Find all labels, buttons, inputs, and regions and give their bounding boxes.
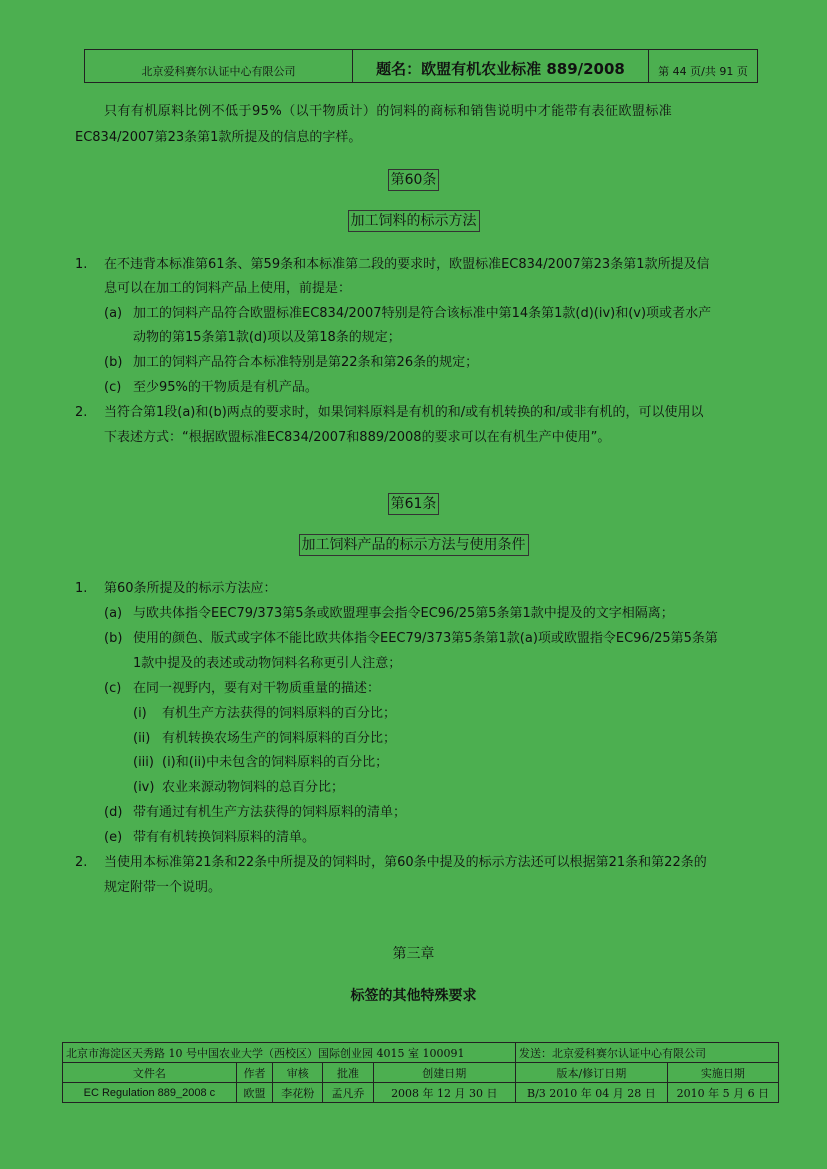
art61-d-label: (d) — [104, 805, 123, 820]
article-61-number: 第61条 — [390, 496, 437, 512]
art61-b-line1: 使用的颜色、版式或字体不能比欧共体指令EEC79/373第5条第1款(a)项或欧盟指令EC96/25第5条第 — [133, 631, 718, 646]
art61-p1-num: 1. — [75, 581, 88, 596]
art61-c: 在同一视野内，要有对干物质重量的描述： — [133, 681, 381, 696]
art60-a-line1: 加工的饲料产品符合欧盟标准EC834/2007特别是符合该标准中第14条第1款(d)(iv)和(v)项或者水产 — [133, 306, 712, 321]
footer-header-row — [63, 1063, 779, 1083]
intro-line-2: EC834/2007第23条第1款所提及的信息的字样。 — [75, 130, 362, 145]
footer-value-cell: 孟凡乔 — [323, 1083, 373, 1103]
chapter-number: 第三章 — [392, 946, 435, 962]
footer-value-cell: B/3 2010 年 04 月 28 日 — [516, 1083, 668, 1103]
header-page-number: 第 44 页/共 91 页 — [658, 65, 748, 78]
footer-header-cell: 文件名 — [63, 1063, 237, 1083]
art60-p1-num: 1. — [75, 257, 88, 272]
footer-value-cell: 欧盟 — [236, 1083, 272, 1103]
footer-value-cell: 李花粉 — [273, 1083, 323, 1103]
footer-header-cell: 创建日期 — [373, 1063, 515, 1083]
footer-value-row — [63, 1083, 779, 1103]
chapter-title: 标签的其他特殊要求 — [350, 988, 477, 1004]
art60-p2-num: 2. — [75, 405, 88, 420]
art61-a: 与欧共体指令EEC79/373第5条或欧盟理事会指令EC96/25第5条第1款中提及的文字相隔离； — [133, 606, 674, 621]
art61-e-label: (e) — [104, 830, 123, 845]
art60-p2-line1: 当符合第1段(a)和(b)两点的要求时，如果饲料原料是有机的和/或有机转换的和/或非有机的，可以使用以 — [104, 405, 704, 420]
article-60-number: 第60条 — [390, 172, 437, 188]
art60-p2-line2: 下表述方式：“根据欧盟标准EC834/2007和889/2008的要求可以在有机生产中使用”。 — [104, 430, 611, 445]
art60-p1-line2: 息可以在加工的饲料产品上使用，前提是： — [104, 281, 352, 296]
footer-header-cell: 版本/修订日期 — [516, 1063, 668, 1083]
page-header — [84, 49, 758, 83]
art61-a-label: (a) — [104, 606, 123, 621]
art61-i: 有机生产方法获得的饲料原料的百分比； — [162, 706, 397, 721]
art61-e: 带有有机转换饲料原料的清单。 — [133, 830, 316, 845]
footer-header-cell: 审核 — [273, 1063, 323, 1083]
footer-value-cell: 2008 年 12 月 30 日 — [373, 1083, 515, 1103]
art61-p2-line1: 当使用本标准第21条和22条中所提及的饲料时，第60条中提及的标示方法还可以根据第21条和第22条的 — [104, 855, 707, 870]
footer-value-cell: 2010 年 5 月 6 日 — [667, 1083, 778, 1103]
footer-address: 北京市海淀区天秀路 10 号中国农业大学（西校区）国际创业园 4015 室 100091 — [63, 1043, 516, 1063]
art60-p1-line1: 在不违背本标准第61条、第59条和本标准第二段的要求时，欧盟标准EC834/2007第23条第1款所提及信 — [104, 257, 710, 272]
art60-b-label: (b) — [104, 355, 123, 370]
header-title: 题名：欧盟有机农业标准 889/2008 — [353, 50, 649, 82]
art61-d: 带有通过有机生产方法获得的饲料原料的清单； — [133, 805, 407, 820]
art61-b-label: (b) — [104, 631, 123, 646]
art60-b: 加工的饲料产品符合本标准特别是第22条和第26条的规定； — [133, 355, 479, 370]
footer-table — [62, 1042, 779, 1103]
footer-header-cell: 批准 — [323, 1063, 373, 1083]
article-61-title: 加工饲料产品的标示方法与使用条件 — [301, 537, 526, 553]
art61-iii: (i)和(ii)中未包含的饲料原料的百分比； — [162, 755, 389, 770]
header-company: 北京爱科赛尔认证中心有限公司 — [85, 50, 353, 82]
art61-b-line2: 1款中提及的表述或动物饲料名称更引人注意； — [133, 656, 402, 671]
art61-iv: 农业来源动物饲料的总百分比； — [162, 780, 345, 795]
art60-a-label: (a) — [104, 306, 123, 321]
footer-header-cell: 实施日期 — [667, 1063, 778, 1083]
art61-p1: 第60条所提及的标示方法应： — [104, 581, 277, 596]
art61-ii-label: (ii) — [133, 731, 151, 746]
art61-iii-label: (iii) — [133, 755, 154, 770]
art60-c-label: (c) — [104, 380, 122, 395]
art60-c: 至少95%的干物质是有机产品。 — [133, 380, 318, 395]
art61-i-label: (i) — [133, 706, 147, 721]
article-60-title: 加工饲料的标示方法 — [350, 213, 477, 229]
footer-send: 发送：北京爱科赛尔认证中心有限公司 — [516, 1043, 779, 1063]
intro-line-1: 只有有机原料比例不低于95%（以干物质计）的饲料的商标和销售说明中才能带有表征欧盟标准 — [104, 104, 673, 119]
art61-iv-label: (iv) — [133, 780, 155, 795]
art61-c-label: (c) — [104, 681, 122, 696]
art61-p2-num: 2. — [75, 855, 88, 870]
art61-ii: 有机转换农场生产的饲料原料的百分比； — [162, 731, 397, 746]
art60-a-line2: 动物的第15条第1款(d)项以及第18条的规定； — [133, 330, 401, 345]
art61-p2-line2: 规定附带一个说明。 — [104, 880, 222, 895]
footer-value-cell: EC Regulation 889_2008 c — [63, 1083, 237, 1103]
footer-header-cell: 作者 — [236, 1063, 272, 1083]
